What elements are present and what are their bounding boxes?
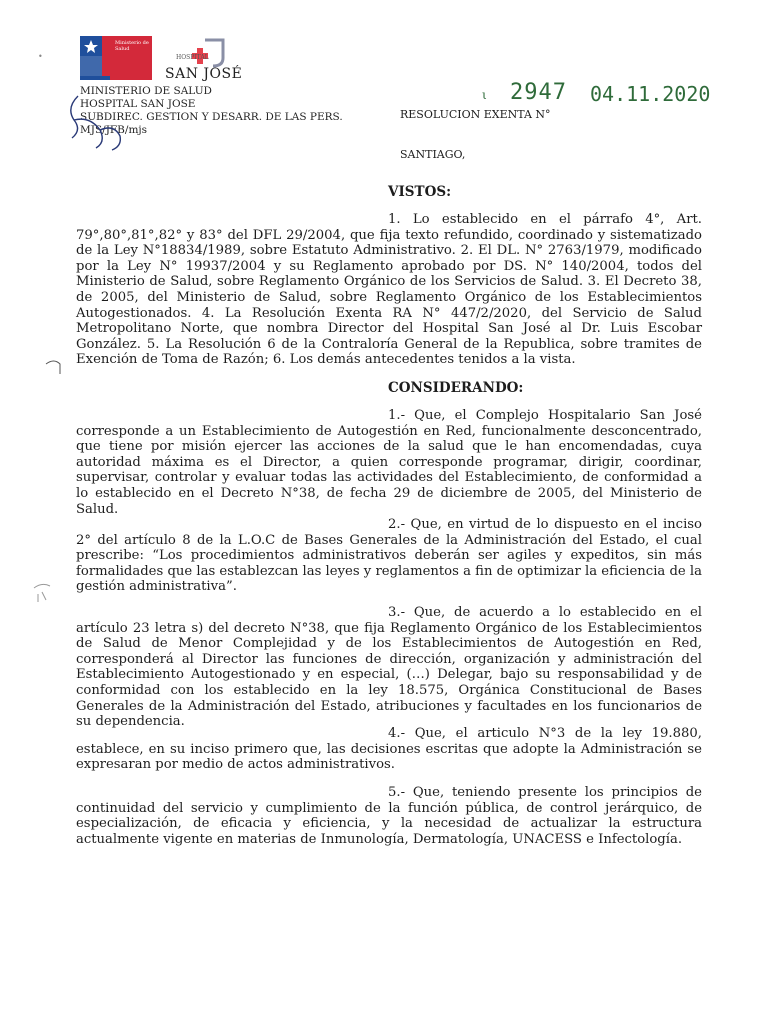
resolution-date: 04.11.2020 [590, 82, 711, 106]
header-line-initials: MJS/JFB/mjs [80, 124, 148, 136]
considerando-item-1: 1.- Que, el Complejo Hospitalario San José corresponde a un Establecimiento de Autogestión en Red, funcionalmente desconcentrado, que tiene por misión ejercer las acciones de la salud que le han encomendadas, cuya autoridad máxima es el Director, a quien corresponde programar, dirigir, coordinar, supervisar, controlar y evaluar todas las actividades del Establecimiento, de conformidad a lo establecido en el Decreto N°38, de fecha 29 de diciembre de 2005, del Ministerio de Salud. [76, 408, 702, 517]
vistos-text: 1. Lo establecido en el párrafo 4°, Art. 79°,80°,81°,82° y 83° del DFL 29/2004, que fija texto refundido, coordinado y sistematizado de la Ley N°18834/1989, sobre Estatuto Administrativo. 2. El DL. N° 2763/1979, modificado por la Ley N° 19937/2004 y su Reglamento aprobado por DS. N° 140/2004, todos del Ministerio de Salud, sobre Reglamento Orgánico de los Servicios de Salud. 3. El Decreto 38, de 2005, del Ministerio de Salud, sobre Reglamento Orgánico de los Establecimientos Autogestionados. 4. La Resolución Exenta RA N° 447/2/2020, del Servicio de Salud Metropolitano Norte, que nombra Director del Hospital San José al Dr. Luis Escobar González. 5. La Resolución 6 de la Contraloría General de la Republica, sobre tramites de Exención de Toma de Razón; 6. Los demás antecedentes tenidos a la vista. [76, 212, 702, 368]
vistos-heading: VISTOS: [388, 184, 452, 200]
considerando-item [76, 726, 702, 773]
header-line-subdirec: SUBDIREC. GESTION Y DESARR. DE LAS PERS. [80, 111, 343, 123]
considerando-item [76, 517, 702, 595]
vistos-paragraph [76, 212, 702, 368]
resolution-number: 2947 [510, 80, 567, 105]
margin-mark [44, 356, 64, 376]
scan-mark: • [38, 52, 43, 61]
hospital-small-label: HOSPITAL [176, 54, 209, 61]
considerando-item-3: 3.- Que, de acuerdo a lo establecido en el artículo 23 letra s) del decreto N°38, que fija Reglamento Orgánico de los Establecimientos de Salud de Menor Complejidad y de los Establecimientos de Autogestión en Red, corresponderá al Director las funciones de dirección, organización y administración del Establecimiento Autogestionado y en especial, (…) Delegar, bajo su responsabilidad y de conformidad con los establecido en la ley 18.575, Orgánica Constitucional de Bases Generales de la Administración del Estado, atribuciones y facultades en los funcionarios de su dependencia. [76, 605, 702, 730]
considerando-item [76, 785, 702, 847]
header-line-hospital: HOSPITAL SAN JOSE [80, 98, 196, 110]
considerando-item-5: 5.- Que, teniendo presente los principios de continuidad del servicio y cumplimiento de la función pública, de control jerárquico, de especialización, de eficacia y eficiencia, y la necesidad de actualizar la estructura actualmente vigente en materias de Inmunología, Dermatología, UNACESS e Infectología. [76, 785, 702, 847]
considerando-heading: CONSIDERANDO: [388, 380, 524, 396]
considerando-item-2: 2.- Que, en virtud de lo dispuesto en el inciso 2° del artículo 8 de la L.O.C de Bases Generales de la Administración del Estado, el cual prescribe: “Los procedimientos administrativos deberán ser agiles y expeditos, sin más formalidades que las establezcan las leyes y reglamentos a fin de optimizar la eficiencia de la gestión administrativa”. [76, 517, 702, 595]
hospital-name: SAN JOSÉ [165, 66, 243, 82]
stamp-tick: ι [482, 88, 487, 102]
resolution-label: RESOLUCION EXENTA N° [400, 108, 551, 121]
considerando-item [76, 605, 702, 730]
header-line-ministerio: MINISTERIO DE SALUD [80, 85, 212, 97]
ministerio-small-label: Ministerio de Salud [115, 40, 149, 52]
city-label: SANTIAGO, [400, 148, 466, 161]
handwritten-signature [60, 86, 140, 156]
considerando-item [76, 408, 702, 517]
considerando-item-4: 4.- Que, el articulo N°3 de la ley 19.880, establece, en su inciso primero que, las decisiones escritas que adopte la Administración se expresaran por medio de actos administrativos. [76, 726, 702, 773]
margin-mark [30, 580, 56, 606]
